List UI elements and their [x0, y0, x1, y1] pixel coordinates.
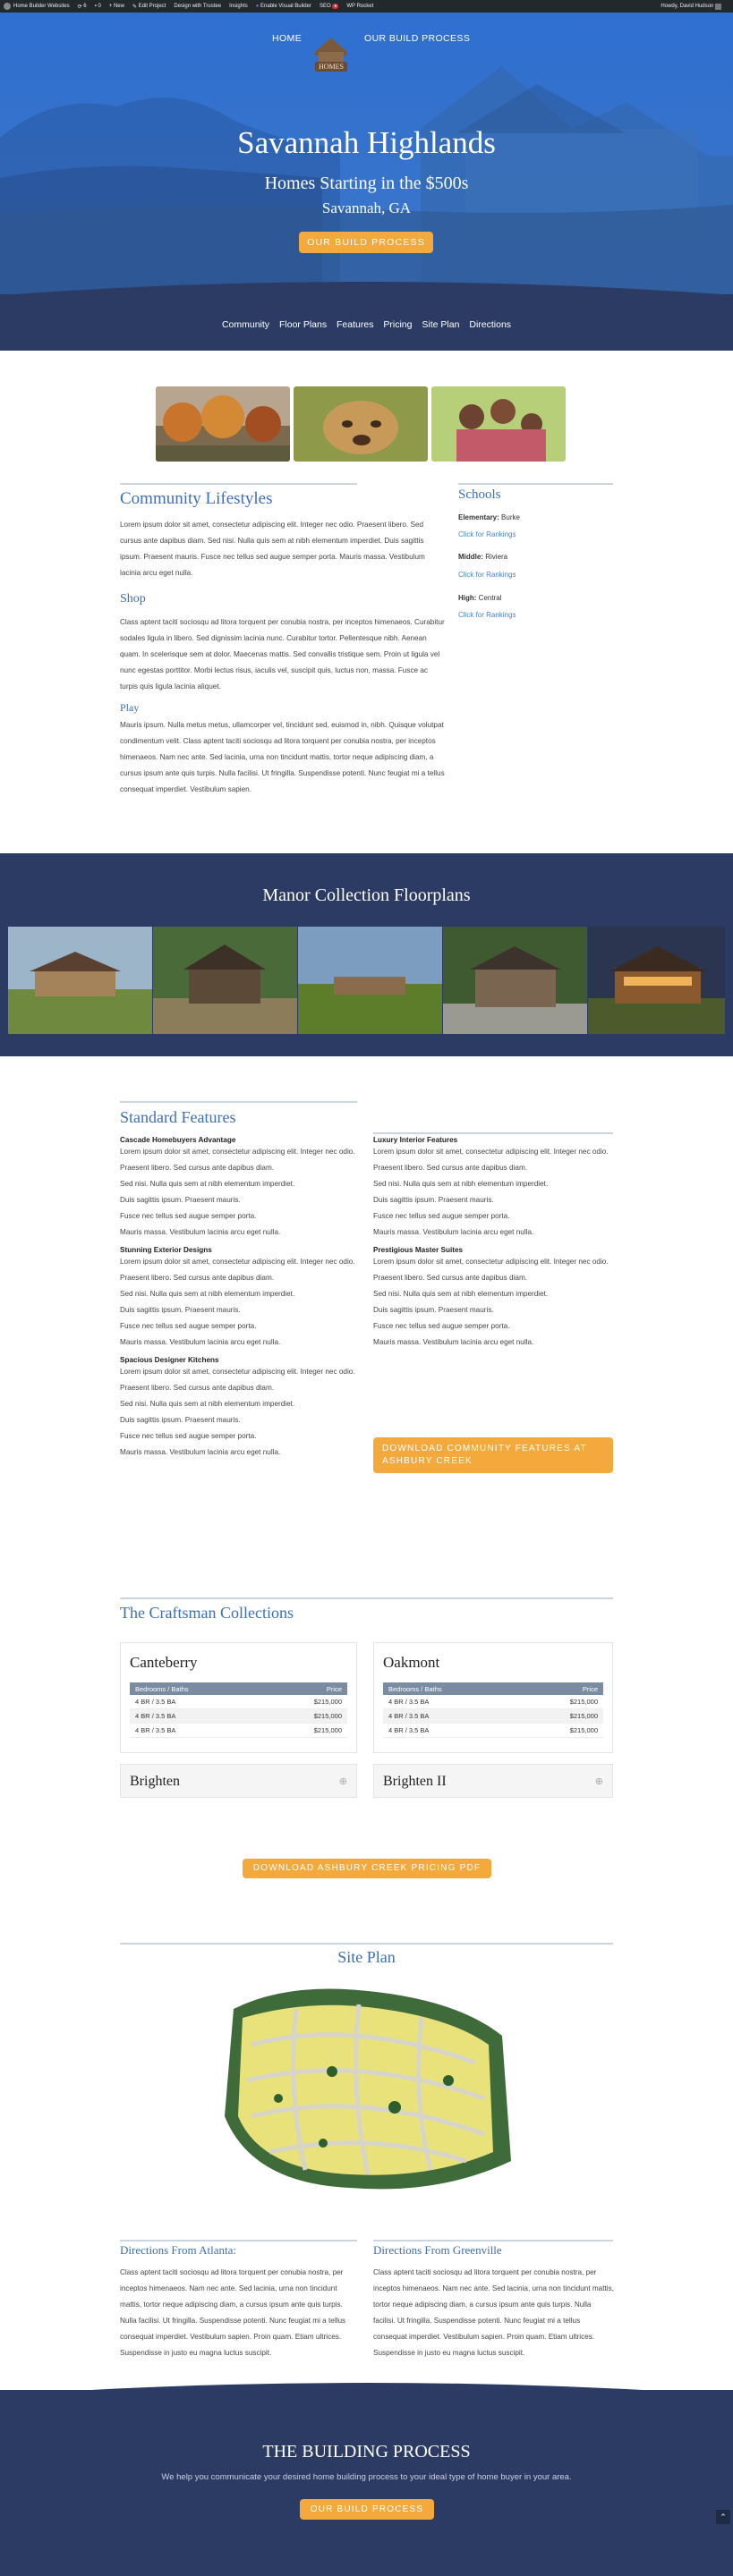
design-link: Design with Trustee: [174, 4, 222, 9]
schools-rule: [458, 483, 613, 485]
hero-cta-button[interactable]: OUR BUILD PROCESS: [299, 232, 433, 253]
feature-line: Praesent libero. Sed cursus ante dapibus diam.: [120, 1164, 275, 1172]
feature-line: Praesent libero. Sed cursus ante dapibus diam.: [373, 1164, 528, 1172]
accordion-brighten[interactable]: [120, 1764, 357, 1798]
avatar: [715, 4, 721, 10]
table-cell: 4 BR / 3.5 BA: [388, 1726, 430, 1734]
table-cell: $215,000: [313, 1712, 342, 1720]
comments-count: 0: [98, 4, 101, 9]
features-right-column: [373, 1136, 615, 1351]
table-cell: $215,000: [569, 1726, 598, 1734]
floorplan-image[interactable]: [443, 927, 587, 1034]
feature-line: Mauris massa. Vestibulum lacinia arcu eget nulla.: [373, 1338, 534, 1346]
column-header: Price: [326, 1684, 342, 1693]
plus-icon: ⊕: [338, 1776, 347, 1787]
floorplan-image[interactable]: [298, 927, 442, 1034]
accordion-title: Brighten II: [383, 1774, 447, 1789]
accordion-title: Brighten: [130, 1774, 180, 1789]
column-header: Bedrooms / Baths: [388, 1684, 442, 1693]
site-name: Home Builder Websites: [13, 4, 70, 9]
school-name: Riviera: [485, 553, 508, 561]
feature-title: Stunning Exterior Designs: [120, 1246, 212, 1254]
feature-line: Fusce nec tellus sed augue semper porta.: [373, 1322, 510, 1330]
divi-icon: ●: [255, 4, 260, 9]
rankings-link[interactable]: Click for Rankings: [458, 611, 516, 619]
wordpress-icon: [4, 3, 11, 10]
feature-line: Fusce nec tellus sed augue semper porta.: [373, 1212, 510, 1220]
column-header: Bedrooms / Baths: [135, 1684, 189, 1693]
subnav-site-plan[interactable]: Site Plan: [422, 319, 460, 330]
features-heading: Standard Features: [120, 1108, 236, 1126]
shop-text: Class aptent taciti sociosqu ad litora torquent per conubia nostra, per inceptos himenaeos. Curabitur sodales ligula in libero. Sed dignissim lacinia nunc. Curabitur tortor. Pellentesque nibh. Aenean quam. In scelerisque sem at dolor. Maecenas mattis. Sed convallis tristique sem. Proin ut ligula vel nunc egestas porttitor. Morbi lectus risus, iaculis vel, suscipit quis, luctus non, massa. Fusce ac turpis quis ligula lacinia aliquet.: [120, 618, 445, 691]
table-cell: $215,000: [313, 1726, 342, 1734]
directions-rule: [120, 2240, 357, 2241]
pricing-table: [130, 1682, 347, 1738]
table-row: [130, 1695, 347, 1709]
feature-line: Fusce nec tellus sed augue semper porta.: [120, 1212, 257, 1220]
feature-line: Mauris massa. Vestibulum lacinia arcu eget nulla.: [373, 1228, 534, 1236]
collections-heading: The Craftsman Collections: [120, 1604, 294, 1622]
new-link: + New: [108, 4, 124, 9]
hero-title: Savannah Highlands: [237, 125, 496, 160]
table-header: [130, 1682, 347, 1695]
community-photos: [156, 386, 566, 462]
features-rule-right: [373, 1132, 613, 1134]
admin-bar-item[interactable]: [109, 4, 124, 9]
table-cell: 4 BR / 3.5 BA: [388, 1698, 430, 1706]
feature-line: Lorem ipsum dolor sit amet, consectetur adipiscing elit. Integer nec odio.: [373, 1148, 609, 1156]
collection-name: Canteberry: [130, 1654, 198, 1671]
school-middle: [458, 553, 507, 561]
floorplan-image[interactable]: [8, 927, 152, 1034]
feature-line: Duis sagittis ipsum. Praesent mauris.: [120, 1306, 241, 1314]
wp-rocket-link: WP Rocket: [346, 4, 374, 9]
feature-title: Spacious Designer Kitchens: [120, 1356, 219, 1364]
table-row: [130, 1709, 347, 1724]
feature-line: Sed nisi. Nulla quis sem at nibh elementum imperdiet.: [373, 1290, 549, 1298]
table-cell: $215,000: [569, 1712, 598, 1720]
subnav-directions[interactable]: Directions: [469, 319, 512, 330]
atlanta-heading: Directions From Atlanta:: [120, 2243, 236, 2257]
feature-line: Mauris massa. Vestibulum lacinia arcu eget nulla.: [120, 1228, 281, 1236]
community-rule: [120, 483, 357, 485]
table-row: [383, 1724, 603, 1738]
table-cell: 4 BR / 3.5 BA: [135, 1698, 176, 1706]
download-features-button[interactable]: DOWNLOAD COMMUNITY FEATURES AT ASHBURY CREEK: [373, 1437, 613, 1473]
hero-subtitle: Homes Starting in the $500s: [264, 174, 469, 193]
feature-line: Sed nisi. Nulla quis sem at nibh elementum imperdiet.: [373, 1180, 549, 1188]
feature-line: Praesent libero. Sed cursus ante dapibus diam.: [120, 1274, 275, 1282]
feature-line: Lorem ipsum dolor sit amet, consectetur adipiscing elit. Integer nec odio.: [120, 1258, 355, 1266]
table-header: [383, 1682, 603, 1695]
hero-curve: [0, 268, 733, 304]
collection-card-canteberry: [120, 1642, 357, 1753]
autumn-trees-photo: [156, 386, 290, 462]
pricing-pdf-button[interactable]: DOWNLOAD ASHBURY CREEK PRICING PDF: [243, 1859, 491, 1878]
school-name: Burke: [501, 513, 520, 521]
back-to-top-icon[interactable]: ⌃: [716, 2510, 730, 2524]
rankings-link[interactable]: Click for Rankings: [458, 530, 516, 538]
subnav-floor-plans[interactable]: Floor Plans: [278, 319, 328, 330]
admin-bar-item[interactable]: [320, 4, 338, 9]
pricing-table: [383, 1682, 603, 1738]
footer-section: [0, 2390, 733, 2576]
feature-line: Duis sagittis ipsum. Praesent mauris.: [120, 1416, 241, 1424]
school-name: Central: [478, 594, 502, 602]
feature-line: Praesent libero. Sed cursus ante dapibus diam.: [373, 1274, 528, 1282]
feature-line: Sed nisi. Nulla quis sem at nibh elementum imperdiet.: [120, 1290, 295, 1298]
subnav-pricing[interactable]: Pricing: [383, 319, 413, 330]
dog-photo: [294, 386, 428, 462]
feature-line: Duis sagittis ipsum. Praesent mauris.: [373, 1196, 494, 1204]
community-heading: Community Lifestyles: [120, 489, 273, 508]
insights-link: Insights: [229, 4, 248, 9]
feature-line: Sed nisi. Nulla quis sem at nibh elementum imperdiet.: [120, 1180, 295, 1188]
collections-rule: [120, 1597, 613, 1599]
feature-title: Cascade Homebuyers Advantage: [120, 1136, 236, 1144]
feature-line: Lorem ipsum dolor sit amet, consectetur adipiscing elit. Integer nec odio.: [120, 1148, 355, 1156]
seo-link: SEO: [319, 4, 331, 9]
table-row: [130, 1724, 347, 1738]
seo-badge: ●: [334, 4, 337, 9]
footer-heading: THE BUILDING PROCESS: [262, 2442, 471, 2462]
admin-bar-item[interactable]: [229, 4, 248, 9]
school-level: Middle:: [458, 553, 483, 561]
atlanta-text: Class aptent taciti sociosqu ad litora torquent per conubia nostra, per inceptos himenaeos. Nam nec ante. Sed lacinia, urna non tincidunt mattis, tortor neque adipiscing diam, a cursus ipsum ante quis turpis. Nulla facilisi. Ut fringilla. Suspendisse potenti. Nunc feugiat mi a tellus consequat imperdiet. Vestibulum sapien. Proin quam. Etiam ultrices. Suspendisse in justo eu magna luctus suscipit.: [120, 2268, 346, 2357]
feature-line: Fusce nec tellus sed augue semper porta.: [120, 1432, 257, 1440]
admin-bar-item[interactable]: [346, 4, 373, 9]
feature-line: Praesent libero. Sed cursus ante dapibus diam.: [120, 1384, 275, 1392]
collection-name: Oakmont: [383, 1654, 440, 1671]
subnav-community[interactable]: Community: [221, 319, 270, 330]
admin-bar-user[interactable]: [661, 4, 721, 10]
table-row: [383, 1695, 603, 1709]
siteplan-rule: [120, 1943, 613, 1945]
feature-line: Duis sagittis ipsum. Praesent mauris.: [373, 1306, 494, 1314]
hero-location: Savannah, GA: [321, 199, 412, 216]
admin-bar-item[interactable]: [4, 3, 70, 10]
table-cell: $215,000: [569, 1698, 598, 1706]
shop-heading: Shop: [120, 592, 146, 606]
feature-line: Lorem ipsum dolor sit amet, consectetur adipiscing elit. Integer nec odio.: [373, 1258, 609, 1266]
schools-heading: Schools: [458, 487, 501, 502]
visual-builder-link: Enable Visual Builder: [260, 4, 311, 9]
school-level: High:: [458, 594, 477, 602]
feature-line: Fusce nec tellus sed augue semper porta.: [120, 1322, 257, 1330]
logo-text: HOMES: [318, 63, 344, 71]
collection-card-oakmont: [373, 1642, 613, 1753]
admin-bar-item[interactable]: ⟳ 6: [77, 4, 87, 10]
table-cell: 4 BR / 3.5 BA: [388, 1712, 430, 1720]
admin-bar-item[interactable]: [256, 4, 311, 9]
feature-title: Luxury Interior Features: [373, 1136, 458, 1144]
features-left-column: [120, 1136, 362, 1461]
top-nav: [0, 13, 733, 71]
floorplans-heading: Manor Collection Floorplans: [262, 886, 471, 905]
rankings-link[interactable]: Click for Rankings: [458, 571, 516, 579]
play-text: Mauris ipsum. Nulla metus metus, ullamcorper vel, tincidunt sed, euismod in, nibh. Quisque volutpat condimentum velit. Class aptent taciti sociosqu ad litora torquent per conubia nostra, per inceptos himenaeos. Nam nec ante. Sed lacinia, urna non tincidunt mattis, tortor neque adipiscing diam, a cursus ipsum ante quis turpis. Nulla facilisi. Ut fringilla. Suspendisse potenti. Nunc feugiat mi a tellus consequat imperdiet. Vestibulum sapien.: [120, 721, 445, 793]
user-greeting: Howdy, David Hudson: [661, 4, 714, 9]
table-row: [383, 1709, 603, 1724]
feature-line: Mauris massa. Vestibulum lacinia arcu eget nulla.: [120, 1448, 281, 1456]
school-elementary: [458, 513, 520, 521]
greenville-text: Class aptent taciti sociosqu ad litora torquent per conubia nostra, per inceptos himenaeos. Nam nec ante. Sed lacinia, urna non tincidunt mattis, tortor neque adipiscing diam, a cursus ipsum ante quis turpis. Nulla facilisi. Ut fringilla. Suspendisse potenti. Nunc feugiat mi a tellus consequat imperdiet. Vestibulum sapien. Proin quam. Etiam ultrices. Suspendisse in justo eu magna luctus suscipit.: [373, 2268, 614, 2357]
admin-bar-item[interactable]: [174, 4, 221, 9]
family-photo: [431, 386, 566, 462]
footer-cta-button[interactable]: OUR BUILD PROCESS: [300, 2499, 434, 2520]
feature-line: Sed nisi. Nulla quis sem at nibh elementum imperdiet.: [120, 1400, 295, 1408]
admin-bar: [0, 0, 733, 13]
feature-line: Duis sagittis ipsum. Praesent mauris.: [120, 1196, 241, 1204]
table-cell: 4 BR / 3.5 BA: [135, 1726, 176, 1734]
greenville-heading: Directions From Greenville: [373, 2243, 502, 2257]
floorplan-image[interactable]: [153, 927, 297, 1034]
nav-home[interactable]: HOME: [272, 33, 303, 44]
section-nav: [0, 319, 733, 330]
updates-count: 6: [83, 4, 87, 9]
plus-icon: ⊕: [594, 1776, 603, 1787]
community-intro: Lorem ipsum dolor sit amet, consectetur adipiscing elit. Integer nec odio. Praesent libero. Sed cursus ante dapibus diam. Sed nisi. Nulla quis sem at nibh elementum imperdiet. Duis sagittis ipsum. Praesent mauris. Fusce nec tellus sed augue semper porta. Mauris massa. Vestibulum lacinia arcu eget nulla.: [120, 521, 425, 577]
play-heading: Play: [120, 701, 140, 714]
logo[interactable]: [310, 34, 353, 73]
table-cell: $215,000: [313, 1698, 342, 1706]
floorplan-image[interactable]: [588, 927, 725, 1034]
table-cell: 4 BR / 3.5 BA: [135, 1712, 176, 1720]
site-plan-map[interactable]: [216, 1982, 516, 2195]
features-rule: [120, 1101, 357, 1103]
siteplan-heading: Site Plan: [337, 1948, 396, 1966]
footer-text: We help you communicate your desired home building process to your ideal type of home buyer in your area.: [161, 2472, 572, 2482]
school-level: Elementary:: [458, 513, 499, 521]
school-high: [458, 594, 501, 602]
edit-project-link: Edit Project: [138, 4, 166, 9]
admin-bar-item[interactable]: ✎ Edit Project: [132, 4, 166, 10]
subnav-features[interactable]: Features: [337, 319, 374, 330]
directions-rule-right: [373, 2240, 613, 2241]
feature-line: Lorem ipsum dolor sit amet, consectetur adipiscing elit. Integer nec odio.: [120, 1368, 355, 1376]
feature-line: Mauris massa. Vestibulum lacinia arcu eget nulla.: [120, 1338, 281, 1346]
column-header: Price: [582, 1684, 598, 1693]
nav-build-process[interactable]: OUR BUILD PROCESS: [364, 33, 471, 44]
admin-bar-item[interactable]: ▪ 0: [94, 4, 101, 9]
accordion-brighten-ii[interactable]: [373, 1764, 613, 1798]
feature-title: Prestigious Master Suites: [373, 1246, 464, 1254]
